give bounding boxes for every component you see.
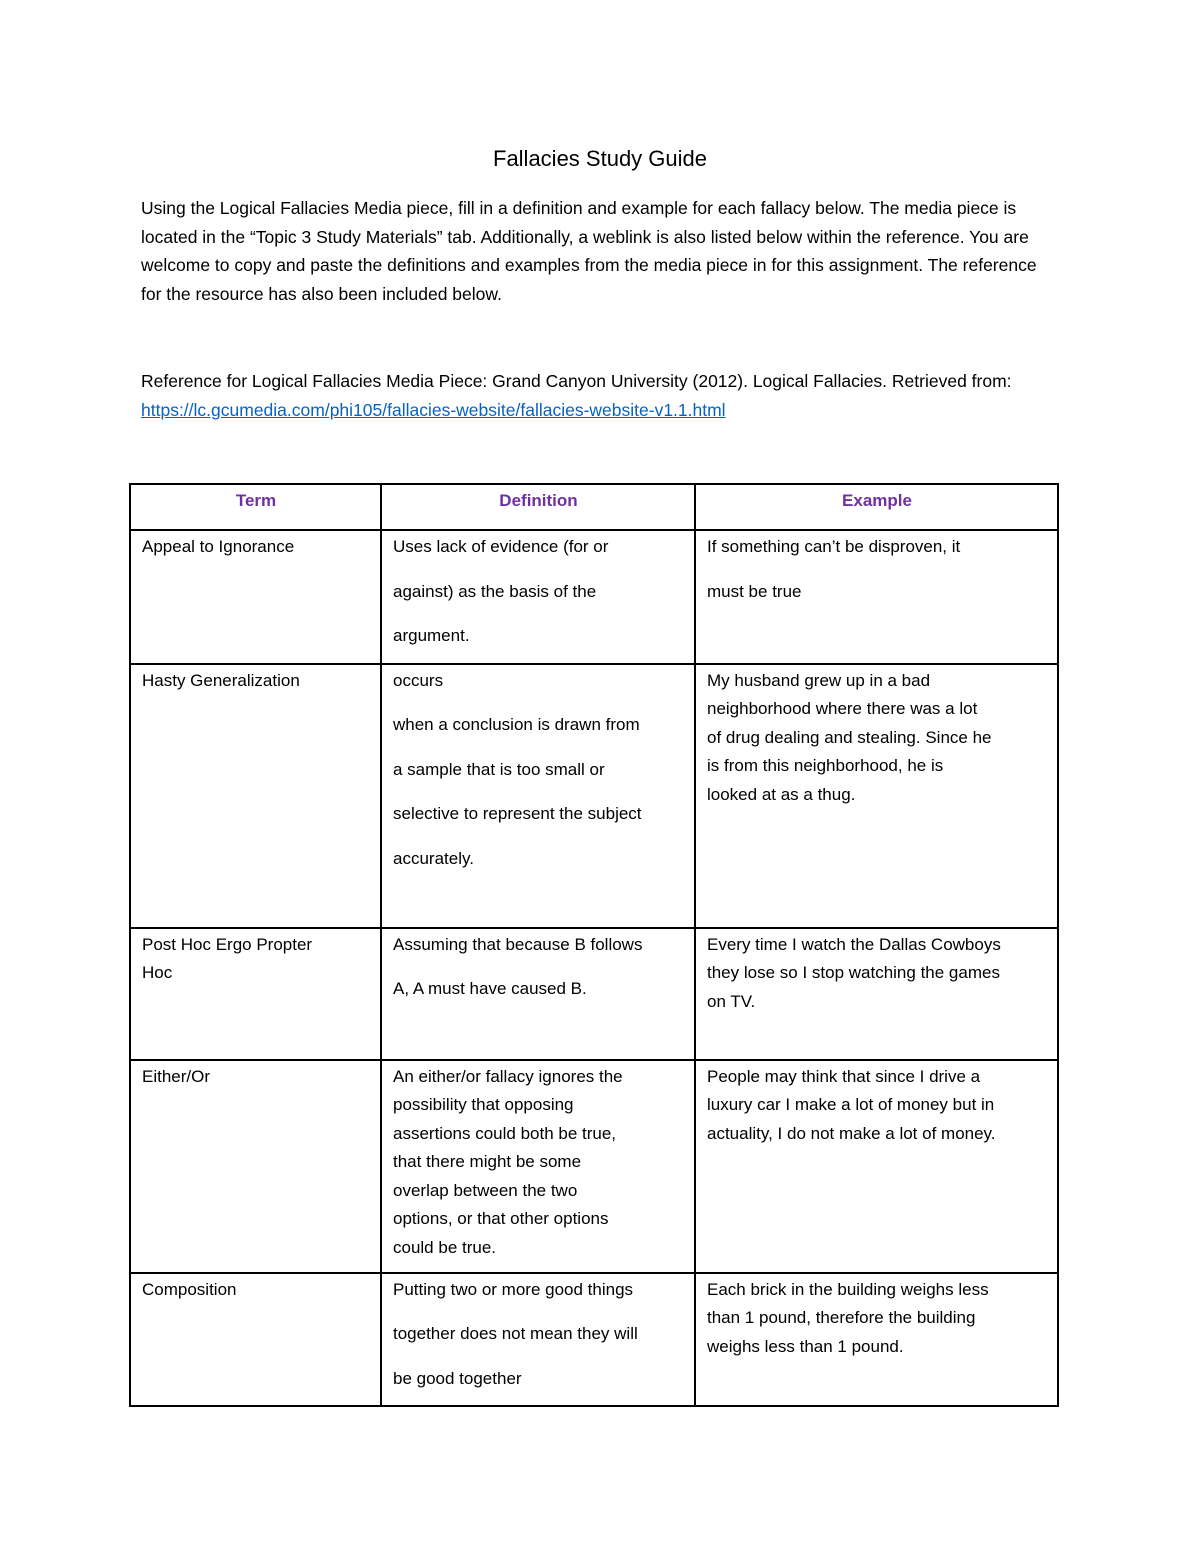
term-cell bbox=[130, 664, 381, 928]
fallacies-table bbox=[129, 483, 1059, 1407]
page-title: Fallacies Study Guide bbox=[493, 146, 707, 171]
table-row bbox=[130, 664, 1058, 928]
term-cell bbox=[130, 530, 381, 664]
example-cell bbox=[695, 1273, 1058, 1407]
definition-cell bbox=[381, 1060, 695, 1273]
term-cell bbox=[130, 928, 381, 1060]
definition-text: Assuming that because B follows A, A must have caused B. bbox=[393, 934, 643, 998]
reference-link[interactable]: https://lc.gcumedia.com/phi105/fallacies-website/fallacies-website-v1.1.html bbox=[141, 399, 726, 420]
definition-cell bbox=[381, 1273, 695, 1407]
table-row bbox=[130, 928, 1058, 1060]
example-text: Every time I watch the Dallas Cowboys they lose so I stop watching the games on TV. bbox=[707, 934, 1001, 1011]
example-cell bbox=[695, 1060, 1058, 1273]
term-text: Appeal to Ignorance bbox=[142, 537, 295, 556]
header-example: Example bbox=[695, 484, 1058, 530]
header-definition: Definition bbox=[381, 484, 695, 530]
table-header-row bbox=[130, 484, 1058, 530]
term-cell bbox=[130, 1060, 381, 1273]
example-text: People may think that since I drive a luxury car I make a lot of money but in actuality, I do not make a lot of money. bbox=[707, 1066, 996, 1143]
definition-text: An either/or fallacy ignores the possibility that opposing assertions could both be true, that there might be some overlap between the two options, or that other options could be true. bbox=[393, 1066, 623, 1258]
example-text: Each brick in the building weighs less than 1 pound, therefore the building weighs less than 1 pound. bbox=[707, 1279, 989, 1356]
example-cell bbox=[695, 664, 1058, 928]
definition-text: Uses lack of evidence (for or against) as the basis of the argument. bbox=[393, 537, 609, 645]
term-text: Post Hoc Ergo Propter Hoc bbox=[142, 934, 313, 983]
term-text: Hasty Generalization bbox=[142, 670, 300, 690]
example-cell bbox=[695, 928, 1058, 1060]
table-row bbox=[130, 1273, 1058, 1407]
example-text: If something can’t be disproven, it must be true bbox=[707, 537, 961, 601]
definition-cell bbox=[381, 928, 695, 1060]
definition-text: occurs when a conclusion is drawn from a sample that is too small or selective to represent the subject accurately. bbox=[393, 670, 642, 868]
term-text: Composition bbox=[142, 1279, 237, 1299]
term-text: Either/Or bbox=[142, 1066, 211, 1086]
reference-paragraph bbox=[141, 367, 1061, 424]
table-row bbox=[130, 530, 1058, 664]
definition-cell bbox=[381, 664, 695, 928]
reference-text: Reference for Logical Fallacies Media Piece: Grand Canyon University (2012). Logical Fallacies. Retrieved from: bbox=[141, 371, 1012, 391]
definition-cell bbox=[381, 530, 695, 664]
definition-text: Putting two or more good things together does not mean they will be good together bbox=[393, 1279, 638, 1388]
header-term: Term bbox=[130, 484, 381, 530]
example-cell bbox=[695, 530, 1058, 664]
instructions-paragraph: Using the Logical Fallacies Media piece, fill in a definition and example for each fallacy below. The media piece is located in the “Topic 3 Study Materials” tab. Additionally, a weblink is also listed below within the reference. You are welcome to copy and paste the definitions and examples from the media piece in for this assignment. The reference for the resource has also been included below. bbox=[141, 198, 1037, 304]
table-row bbox=[130, 1060, 1058, 1273]
term-cell bbox=[130, 1273, 381, 1407]
example-text: My husband grew up in a bad neighborhood where there was a lot of drug dealing and stealing. Since he is from this neighborhood, he is looked at as a thug. bbox=[707, 670, 992, 804]
